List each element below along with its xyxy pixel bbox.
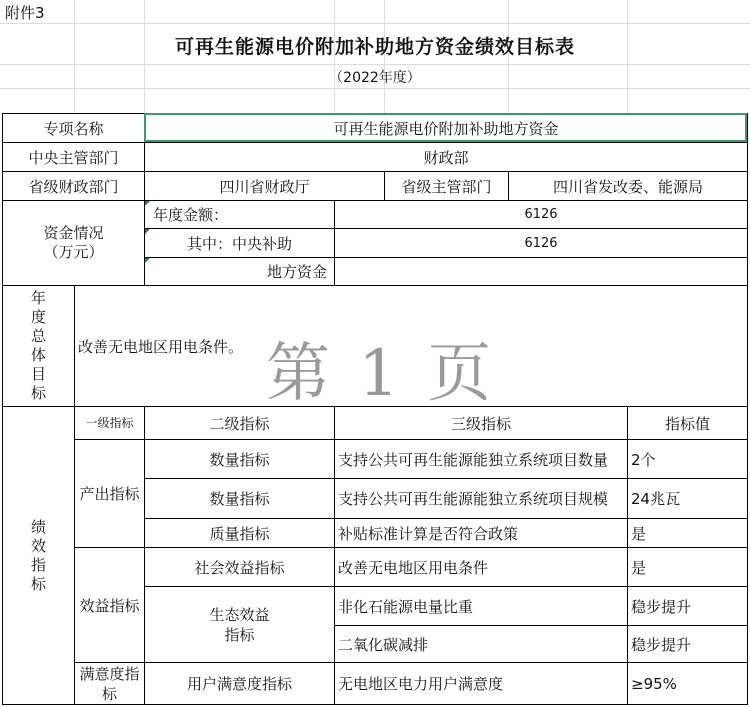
value-cell[interactable]: 稳步提升 (631, 635, 692, 654)
group-benefit: 效益指标 (79, 596, 140, 615)
value-cell[interactable]: 是 (631, 558, 647, 577)
annual-amount-value[interactable]: 6126 (524, 207, 558, 222)
local-funds-value[interactable] (335, 258, 747, 285)
goal-char: 标 (30, 384, 46, 402)
level2-cell: 数量指标 (209, 490, 270, 508)
funds-label-line1: 资金情况 (43, 224, 104, 242)
central-subsidy-value[interactable]: 6126 (524, 235, 558, 251)
perf-char: 标 (30, 574, 46, 593)
prov-dept-label: 省级主管部门 (401, 177, 492, 196)
header-value: 指标值 (664, 414, 710, 433)
level3-cell: 非化石能源电量比重 (338, 597, 474, 616)
annual-goal-text[interactable]: 改善无电地区用电条件。 (78, 337, 244, 356)
prov-dept-value[interactable]: 四川省发改委、能源局 (552, 177, 703, 196)
eco-benefit-label (145, 587, 334, 662)
value-cell[interactable]: 稳步提升 (631, 597, 692, 616)
funds-label-line2: （万元） (43, 243, 104, 261)
central-subsidy-label: 其中：中央补助 (186, 234, 292, 253)
goal-char: 目 (30, 365, 46, 383)
header-level3: 三级指标 (450, 414, 511, 433)
annual-goal-label (3, 286, 74, 406)
value-cell[interactable]: 是 (631, 524, 647, 543)
prov-finance-label: 省级财政部门 (28, 177, 119, 196)
perf-char: 绩 (30, 517, 46, 536)
level3-cell: 支持公共可再生能源能独立系统项目数量 (338, 450, 609, 469)
value-cell[interactable]: 24兆瓦 (631, 490, 681, 508)
header-level1: 一级指标 (85, 416, 134, 430)
goal-char: 体 (30, 346, 46, 364)
perf-char: 效 (30, 536, 46, 555)
page-title: 可再生能源电价附加补助地方资金绩效目标表 (174, 35, 575, 58)
value-cell[interactable]: ≥95% (631, 674, 677, 693)
local-funds-label: 地方资金 (266, 263, 327, 281)
goal-char: 总 (30, 327, 46, 345)
project-name-value[interactable]: 可再生能源电价附加补助地方资金 (333, 119, 559, 138)
year-label: （2022年度） (329, 70, 421, 86)
satisfaction-line1: 满意度指 (79, 664, 140, 683)
level2-cell: 社会效益指标 (194, 558, 285, 577)
eco-label-line2: 指标 (224, 625, 255, 644)
perf-label (3, 407, 74, 704)
goal-char: 度 (30, 308, 46, 326)
level2-cell: 质量指标 (209, 524, 270, 543)
group-satisfaction (75, 663, 144, 704)
goal-char: 年 (30, 289, 46, 307)
group-output: 产出指标 (79, 485, 140, 503)
perf-char: 指 (30, 555, 46, 574)
annual-amount-label: 年度金额： (153, 206, 229, 224)
eco-label-line1: 生态效益 (209, 605, 270, 624)
level2-cell: 数量指标 (209, 450, 270, 469)
level3-cell: 改善无电地区用电条件 (338, 558, 489, 577)
level3-cell: 无电地区电力用户满意度 (338, 675, 504, 693)
value-cell[interactable]: 2个 (631, 450, 656, 469)
prov-finance-value[interactable]: 四川省财政厅 (219, 177, 310, 196)
header-level2: 二级指标 (209, 414, 270, 433)
page-watermark: 第 1 页 (266, 337, 496, 411)
level3-cell: 补贴标准计算是否符合政策 (338, 524, 519, 543)
central-dept-value[interactable]: 财政部 (423, 148, 469, 167)
level3-cell: 二氧化碳减排 (338, 635, 429, 654)
attachment-label: 附件3 (5, 4, 45, 22)
satisfaction-line2: 标 (101, 684, 117, 703)
project-name-label: 专项名称 (43, 119, 104, 138)
selected-cell-highlight (144, 113, 747, 142)
central-dept-label: 中央主管部门 (28, 148, 119, 167)
level2-cell: 用户满意度指标 (186, 675, 292, 693)
level3-cell: 支持公共可再生能源能独立系统项目规模 (338, 490, 609, 508)
funds-label (3, 201, 144, 285)
